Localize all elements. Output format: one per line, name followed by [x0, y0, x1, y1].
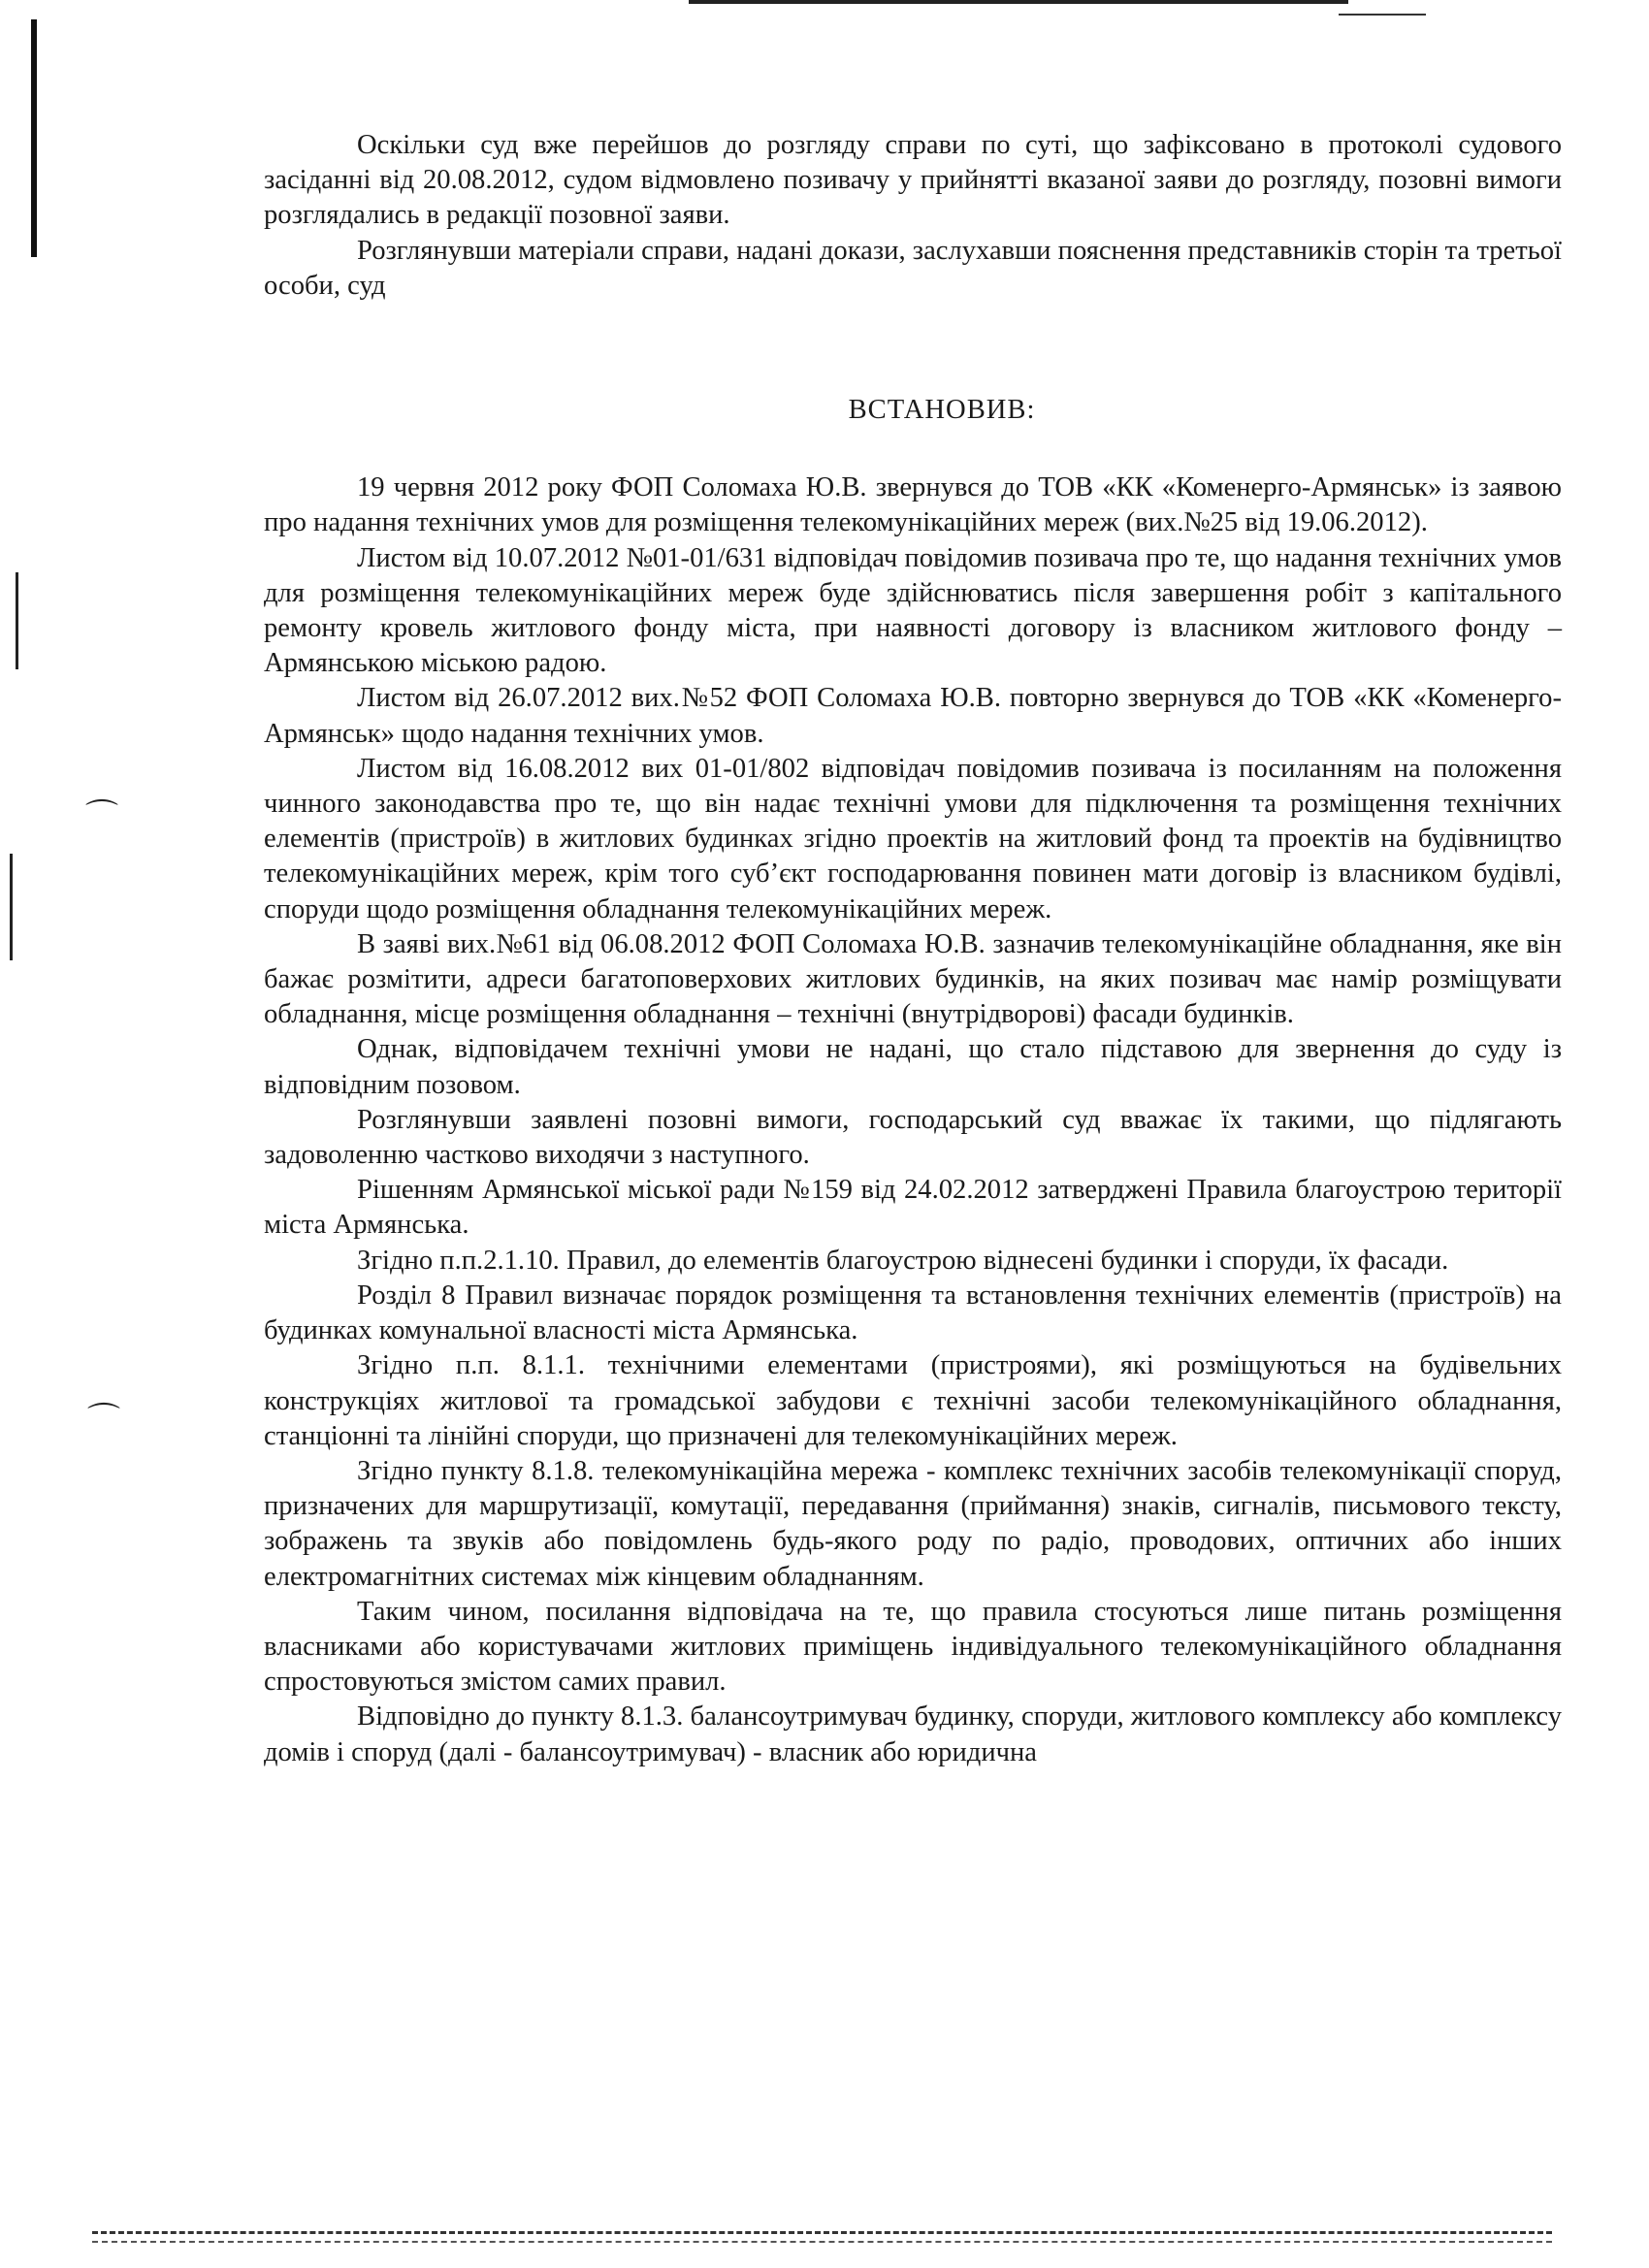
paragraph: Розділ 8 Правил визначає порядок розміщення та встановлення технічних елементів (пристроїв) на будинках комунальної власності міста Армянська. [264, 1280, 1562, 1346]
paragraph: Листом від 10.07.2012 №01-01/631 відповідач повідомив позивача про те, що надання технічних умов для розміщення телекомунікаційних мереж буде здійснюватись після завершення робіт з капітального ремонту кровель житлового фонду міста, при наявності договору із власником житлового фонду – Армянською міською радою. [264, 542, 1562, 679]
punch-hole-mark: ⌒ [85, 799, 118, 835]
paragraph: Згідно п.п.2.1.10. Правил, до елементів благоустрою віднесені будинки і споруди, їх фасади. [357, 1245, 1449, 1276]
scan-artifact-bottom-edge [92, 2231, 1552, 2234]
paragraph: Листом від 16.08.2012 вих 01-01/802 відповідач повідомив позивача із посиланням на положення чинного законодавства про те, що він надає технічні умови для підключення та розміщення технічних елементів (пристроїв) в житлових будинках згідно проектів на житловий фонд та проектів на будівництво телекомунікаційних мереж, крім того суб’єкт господарювання повинен мати договір із власником будівлі, споруди щодо розміщення обладнання телекомунікаційних мереж. [264, 753, 1562, 924]
paragraph: Згідно пункту 8.1.8. телекомунікаційна мережа - комплекс технічних засобів телекомунікації споруд, призначених для маршрутизації, комутації, передавання (приймання) знаків, сигналів, письмового тексту, зображень та звуків або повідомлень будь-якого роду по радіо, проводових, оптичних або інших електромагнітних системах між кінцевим обладнанням. [264, 1455, 1562, 1592]
paragraph: Рішенням Армянської міської ради №159 від 24.02.2012 затверджені Правила благоустрою території міста Армянська. [264, 1175, 1562, 1241]
paragraph: Однак, відповідачем технічні умови не надані, що стало підставою для звернення до суду із відповідним позовом. [264, 1034, 1562, 1100]
scan-artifact-margin-bar [31, 19, 37, 257]
paragraph: В заяві вих.№61 від 06.08.2012 ФОП Соломаха Ю.В. зазначив телекомунікаційне обладнання, яке він бажає розмітити, адреси багатоповерхових житлових будинків, на яких позивач має намір розміщувати обладнання, місце розміщення обладнання – технічні (внутрідворові) фасади будинків. [264, 928, 1562, 1030]
paragraph: Розглянувши заявлені позовні вимоги, господарський суд вважає їх такими, що підлягають задоволенню частково виходячи з наступного. [264, 1104, 1562, 1171]
scan-artifact-top-line-short [1339, 14, 1426, 16]
punch-hole-mark: ⌒ [87, 1403, 120, 1439]
paragraph: Оскільки суд вже перейшов до розгляду справи по суті, що зафіксовано в протоколі судового засіданні від 20.08.2012, судом відмовлено позивачу у прийнятті вказаної заяви до розгляду, позовні вимоги розглядались в редакції позовної заяви. [264, 130, 1562, 231]
paragraph: Таким чином, посилання відповідача на те, що правила стосуються лише питань розміщення власниками або користувачами житлових приміщень індивідуального телекомунікаційного обладнання спростовуються змістом самих правил. [264, 1596, 1562, 1698]
scan-artifact-margin-bar [10, 854, 13, 960]
scan-artifact-top-line [689, 0, 1348, 4]
paragraph: 19 червня 2012 року ФОП Соломаха Ю.В. звернувся до ТОВ «КК «Коменерго-Армянськ» із заявою про надання технічних умов для розміщення телекомунікаційних мереж (вих.№25 від 19.06.2012). [264, 472, 1562, 538]
document-body [264, 128, 1562, 1770]
scan-artifact-bottom-edge [92, 2241, 1552, 2243]
paragraph: Розглянувши матеріали справи, надані докази, заслухавши пояснення представників сторін та третьої особи, суд [264, 235, 1562, 301]
paragraph: Листом від 26.07.2012 вих.№52 ФОП Соломаха Ю.В. повторно звернувся до ТОВ «КК «Коменерго-Армянськ» щодо надання технічних умов. [264, 683, 1562, 749]
scan-artifact-margin-bar [16, 572, 18, 669]
section-heading: ВСТАНОВИВ: [848, 395, 1036, 426]
paragraph: Згідно п.п. 8.1.1. технічними елементами (пристроями), які розміщуються на будівельних конструкціях житлової та громадської забудови є технічні засоби телекомунікаційного обладнання, станціонні та лінійні споруди, що призначені для телекомунікаційних мереж. [264, 1350, 1562, 1451]
paragraph: Відповідно до пункту 8.1.3. балансоутримувач будинку, споруди, житлового комплексу або комплексу домів і споруд (далі - балансоутримувач) - власник або юридична [264, 1701, 1562, 1767]
